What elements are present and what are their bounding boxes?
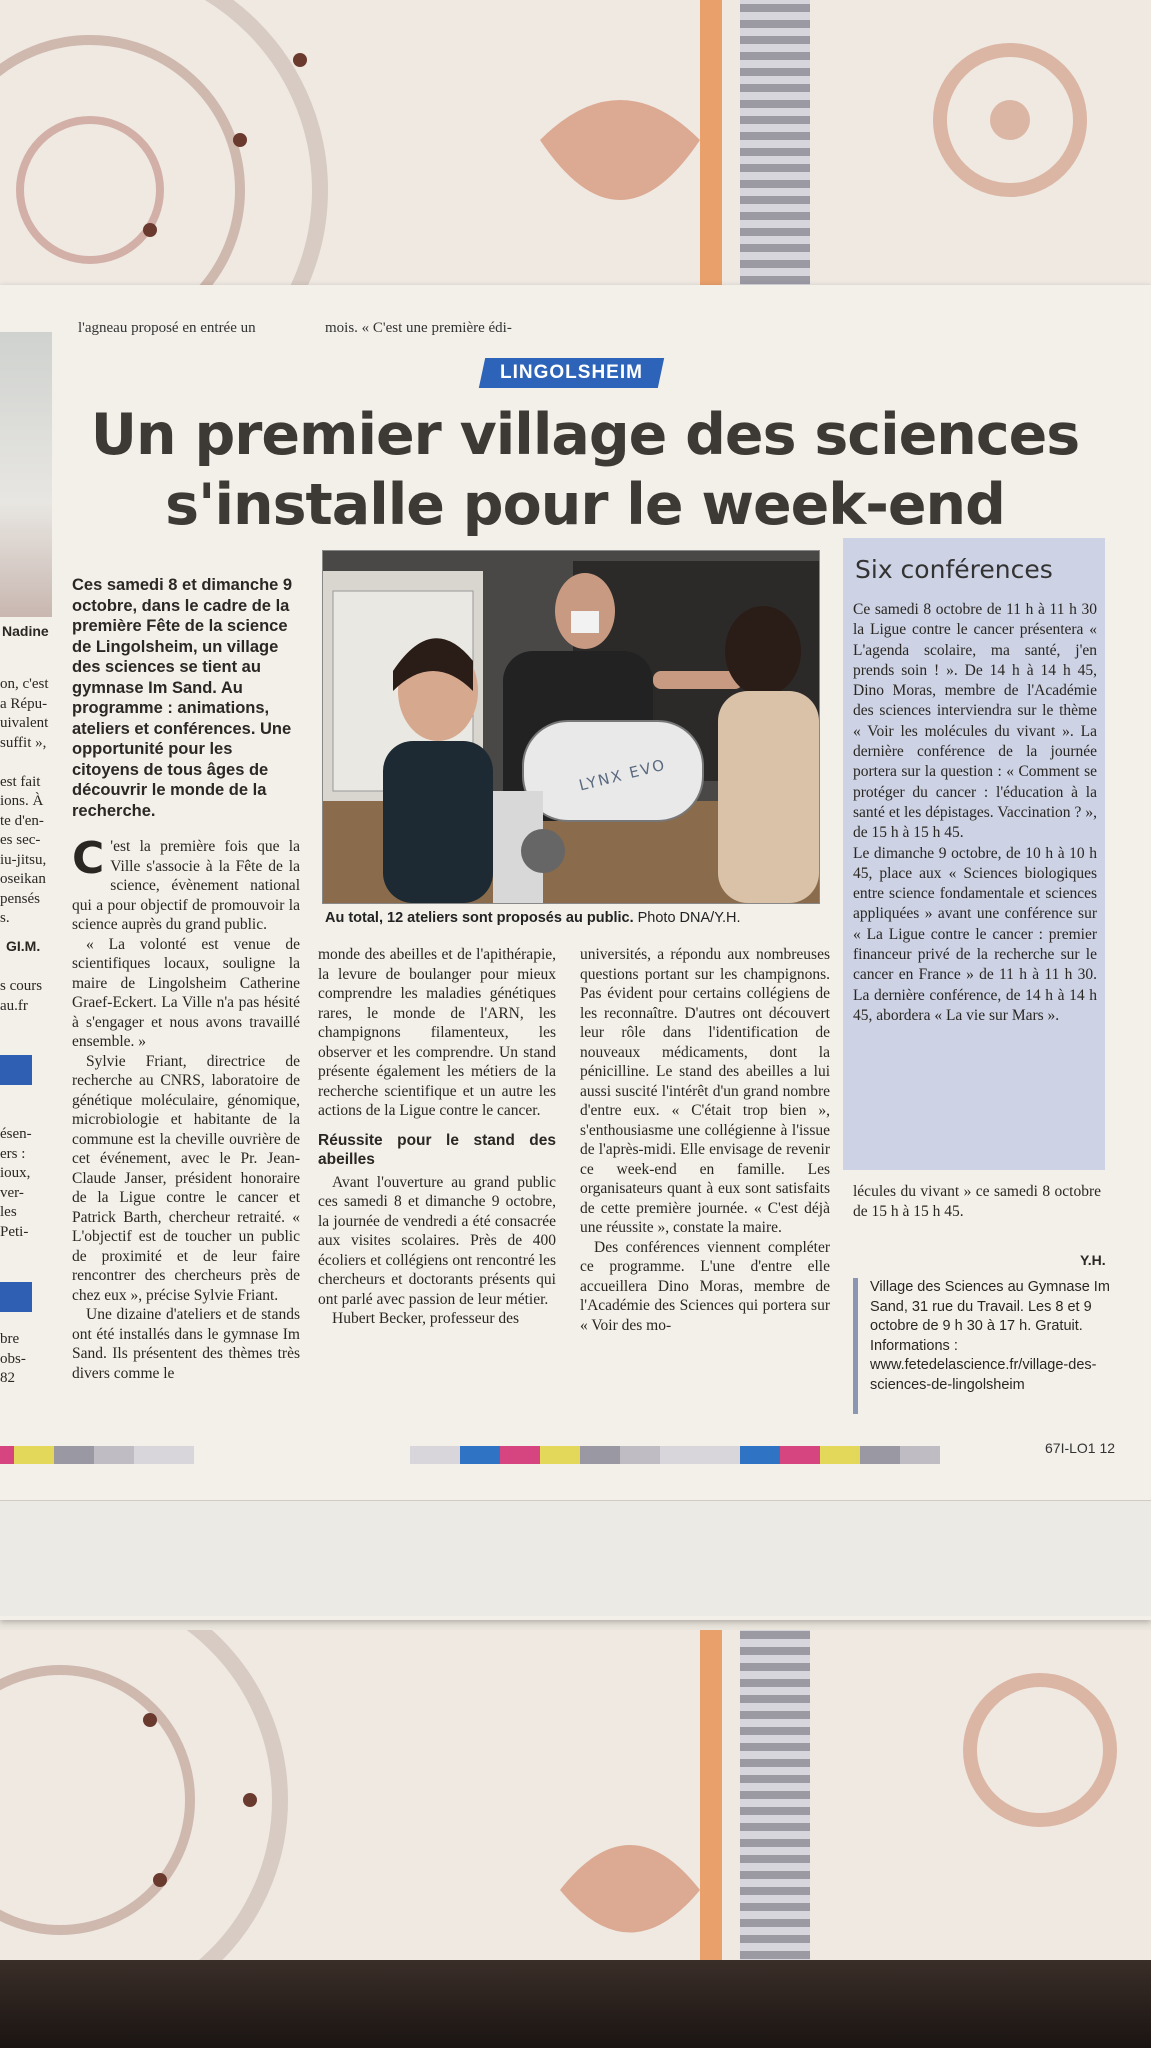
article-paragraph: Hubert Becker, professeur des [332,1310,520,1327]
article-paragraph: Des conférences viennent compléter ce programme. L'une d'entre elle accueillera Dino Moras, membre de l'Académie des Sciences qui portera sur « Voir des mo- [580,1238,830,1334]
article-subhead: Réussite pour le stand des abeilles [318,1131,556,1168]
print-color-bar-center [410,1446,940,1464]
photo-scene [323,551,819,903]
previous-article-line: ésen- [0,1126,32,1142]
previous-article-line: s. [0,910,10,926]
sidebar-text [853,600,1097,1026]
article-paragraph: « La volonté est venue de scientifiques locaux, souligne la maire de Lingolsheim Catherine Graef-Eckert. La Ville n'a pas hésité à s'engager et nous avons travaillé ensemble. » [72,935,300,1050]
photo-caption-text: Au total, 12 ateliers sont proposés au public. [325,910,634,926]
previous-article-line: iu-jitsu, [0,851,47,868]
previous-article-line: au.fr [0,997,28,1014]
previous-article-line: es sec- [0,832,41,848]
previous-article-line: 82 [0,1370,15,1386]
previous-article-line: oseikan [0,871,46,887]
orange-stripe-bottom [700,1630,722,1975]
previous-article-line: les [0,1204,17,1220]
previous-article-line: est fait [0,773,41,790]
previous-article-line-right: mois. « C'est une première édi- [325,320,512,336]
headline-line-1: Un premier village des sciences [90,402,1080,468]
previous-article-line: bre [0,1331,20,1347]
article-paragraph: universités, a répondu aux nombreuses questions portant sur les champignons. Pas évident pour certains collégiens de les reconnaître. D'autres ont découvert leur rôle dans l'identification de nouveaux médicaments, dont la pénicilline. Le stand des abeilles a lui aussi suscité l'intérêt d'un grand nombre d'entre eux. « C'était trop bien », s'enthousiasme une collégienne à l'issue de l'après-midi. Elle envisage de revenir ce week-end en famille. Les organisateurs quant à eux sont satisfaits de cette première journée. « C'est déjà une réussite », constate la maire. [580,946,830,1236]
photo-caption [325,910,741,926]
headline [60,400,1110,540]
previous-article-line: ioux, [0,1165,31,1181]
previous-article-text-b [0,977,42,1016]
article-column-2 [318,945,556,1329]
previous-article-line: te d'en- [0,812,44,829]
article-photo [322,550,820,904]
previous-article-line [0,753,49,773]
article-paragraph: Une dizaine d'ateliers et de stands ont été installés dans le gymnase Im Sand. Ils présentent des thèmes très divers comme le [72,1306,300,1382]
grey-stripe [740,0,810,300]
previous-article-blue-bar-2 [0,1282,32,1312]
article-paragraph: lécules du vivant » ce samedi 8 octobre de 15 h à 15 h 45. [853,1183,1101,1220]
previous-article-line: pensés [0,890,40,907]
article-column-3 [580,945,830,1335]
previous-article-text-c [0,1125,32,1242]
previous-article-line: ions. À [0,793,44,809]
page-reference: 67I-LO1 12 [1045,1440,1116,1456]
article-lead: Ces samedi 8 et dimanche 9 octobre, dans le cadre de la première Fête de la science de Lingolsheim, un village des sciences se tient au gymnase Im Sand. Au programme : animations, ateliers et conférences. Une opportunité pour les citoyens de tous âges de découvrir le monde de la recherche. [72,576,293,820]
previous-article-line: suffit », [0,734,47,751]
previous-article-line-left: l'agneau proposé en entrée un [78,320,256,336]
section-kicker: LINGOLSHEIM [479,358,664,388]
article-paragraph: Avant l'ouverture au grand public ces samedi 8 et dimanche 9 octobre, la journée de vendredi a été consacrée aux visites scolaires. Près de 400 écoliers et collégiens ont rencontré les chercheurs et doctorants présents qui ont parlé avec passion de leur métier. [318,1173,556,1308]
photo-credit: Photo DNA/Y.H. [637,910,741,926]
tablecloth-bottom [0,1630,1151,1975]
grey-stripe-bottom [740,1630,810,1975]
previous-article-text-d [0,1330,26,1389]
previous-article-text-a [0,675,49,929]
previous-article-line: ers : [0,1145,26,1162]
drop-cap: C [72,833,105,884]
previous-article-signature: GI.M. [6,938,41,954]
previous-article-caption: Nadine [2,623,49,639]
previous-article-line: uivalent [0,715,49,731]
article-signature: Y.H. [1080,1252,1106,1268]
article-paragraph: C 'est la première fois que la Ville s'associe à la Fête de la science, évènement national qui a pour objectif de promouvoir la science auprès du grand public. [72,833,300,933]
sidebar-paragraph: Ce samedi 8 octobre de 11 h à 11 h 30 la Ligue contre le cancer présentera « L'agenda scolaire, ma santé, j'en prends soin ! ». De 14 h à 14 h 45, Dino Moras, membre de l'Académie des sciences interviendra sur le thème « Voir les molécules du vivant ». La dernière conférence de la journée portera sur la question : « Comment se protéger du cancer : l'éducation à la santé et les dépistages. Vaccination ? », de 15 h à 15 h 45. [853,601,1097,842]
article-column-1 [72,575,300,1383]
tablecloth-top [0,0,1151,300]
previous-article-line: on, c'est [0,676,49,692]
headline-line-2: s'installe pour le week-end [165,472,1005,538]
practical-info-box: Village des Sciences au Gymnase Im Sand, 31 rue du Travail. Les 8 et 9 octobre de 9 h 30 à 17 h. Gratuit. Informations : www.fetedelascience.fr/village-des-sciences-de-lingolsheim [853,1278,1115,1414]
previous-article-line: Peti- [0,1223,29,1240]
orange-stripe [700,0,722,300]
floor [0,1960,1151,2048]
article-paragraph: monde des abeilles et de l'apithérapie, la levure de boulanger pour mieux comprendre les maladies génétiques rares, le monde de l'ARN, les champignons filamenteux, les observer et les comprendre. Un stand présente également les métiers de la recherche scientifique et un autre les actions de la Ligue contre le cancer. [318,946,556,1119]
article-column-4-end [853,1182,1101,1221]
previous-article-line: obs- [0,1350,26,1367]
previous-article-line: ver- [0,1184,24,1201]
previous-article-blue-bar [0,1055,32,1085]
sidebar-paragraph: Le dimanche 9 octobre, de 10 h à 10 h 45, place aux « Sciences biologiques entre science fondamentale et sciences appliquées » avant une conférence sur « La Ligue contre le cancer : premier financeur privé de la recherche sur le cancer en France » de 11 h à 11 h 30. La dernière conférence, de 14 h à 14 h 45, abordera « La vie sur Mars ». [853,844,1097,1024]
previous-article-line: s cours [0,978,43,994]
article-paragraph: Sylvie Friant, directrice de recherche au CNRS, laboratoire de génétique moléculaire, génomique, microbiologie et habitante de la commune est la cheville ouvrière de cet événement, avec le Pr. Jean-Claude Janser, président honoraire de la Ligue contre le cancer et Patrick Barth, chercheur retraité. « L'objectif est de toucher un public de proximité et de leur faire rencontrer des chercheurs près de chez eux », précise Sylvie Friant. [72,1052,300,1304]
previous-article-line: a Répu- [0,695,48,712]
page-bottom-margin [0,1500,1151,1616]
tablecloth-pattern-bottom [0,1630,1151,1975]
microscope-brand-label: LYNX EVO [577,755,668,795]
tablecloth-pattern [0,0,1151,300]
sidebar-title: Six conférences [855,555,1053,584]
print-color-bar-left [0,1446,194,1464]
